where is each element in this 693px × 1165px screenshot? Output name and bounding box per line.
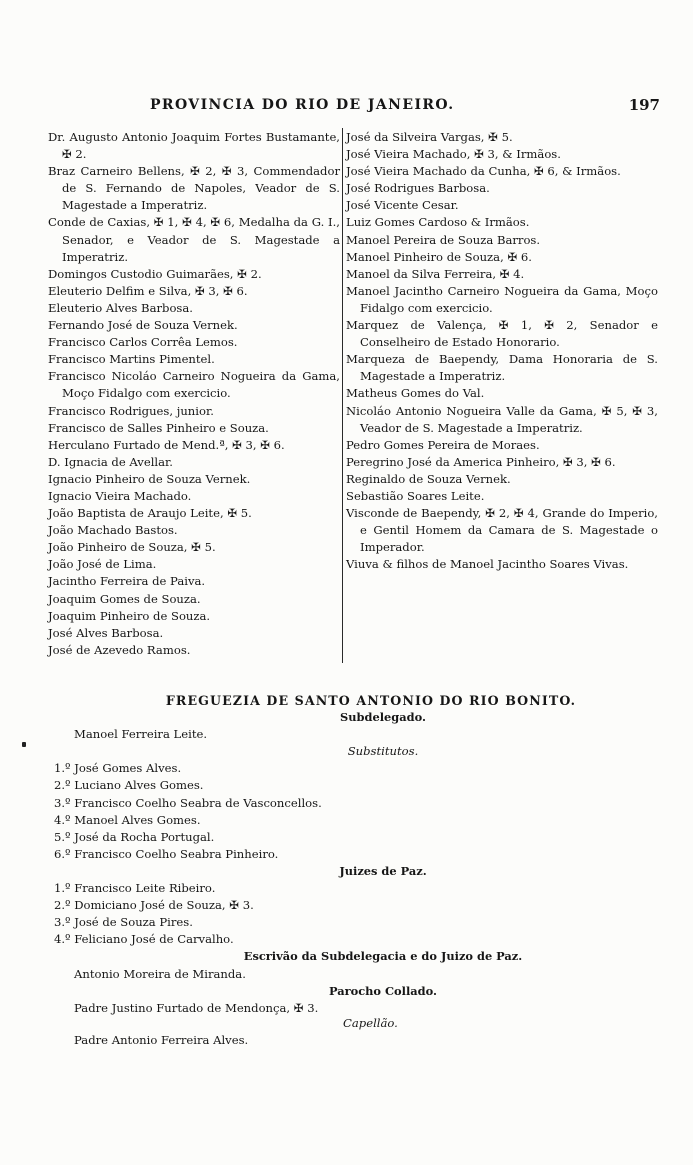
directory-entry: Eleuterio Alves Barbosa.: [48, 300, 193, 315]
margin-mark: [22, 742, 26, 747]
page-title: PROVINCIA DO RIO DE JANEIRO.: [150, 97, 455, 113]
directory-entry: José Rodrigues Barbosa.: [346, 181, 490, 196]
directory-entry: João Machado Bastos.: [48, 523, 178, 538]
directory-entry: José de Azevedo Ramos.: [48, 642, 191, 657]
section-title: FREGUEZIA DE SANTO ANTONIO DO RIO BONITO.: [165, 693, 577, 708]
subdelegado-heading: Subdelegado.: [340, 710, 426, 725]
directory-entry: Manoel Pereira de Souza Barros.: [346, 232, 541, 247]
juizes-list: [48, 880, 658, 948]
directory-entry: José Vieira Machado da Cunha, ✠ 6, & Irmãos.: [346, 164, 621, 179]
left-column-list: [48, 129, 340, 659]
directory-entry: Manoel da Silva Ferreira, ✠ 4.: [346, 266, 525, 281]
directory-entry: Francisco Nicoláo Carneiro Nogueira da Gama, Moço Fidalgo com exercicio.: [48, 369, 340, 401]
directory-entry: D. Ignacia de Avellar.: [48, 454, 173, 469]
parish-section: [48, 692, 658, 1049]
directory-entry: Conde de Caxias, ✠ 1, ✠ 4, ✠ 6, Medalha da G. I., Senador, e Veador de S. Magestade a Imperatriz.: [48, 215, 340, 264]
directory-entry: Peregrino José da America Pinheiro, ✠ 3, ✠ 6.: [346, 454, 616, 469]
escrivao-name: Antonio Moreira de Miranda.: [74, 966, 246, 981]
directory-entry: Domingos Custodio Guimarães, ✠ 2.: [48, 266, 262, 281]
directory-entry: Ignacio Vieira Machado.: [48, 488, 192, 503]
directory-entry: Manoel Pinheiro de Souza, ✠ 6.: [346, 249, 532, 264]
juiz-entry: 3.º José de Souza Pires.: [54, 915, 193, 930]
directory-entry: Jacintho Ferreira de Paiva.: [48, 574, 206, 589]
column-divider: [342, 128, 343, 663]
directory-entry: Fernando José de Souza Vernek.: [48, 318, 238, 333]
directory-entry: Joaquim Gomes de Souza.: [48, 591, 201, 606]
directory-entry: Braz Carneiro Bellens, ✠ 2, ✠ 3, Commendador de S. Fernando de Napoles, Veador de S. Magestade a Imperatriz.: [48, 164, 340, 213]
substitutos-list: [48, 760, 658, 863]
escrivao-heading: Escrivão da Subdelegacia e do Juizo de Paz.: [243, 949, 523, 964]
directory-entry: José Alves Barbosa.: [48, 625, 164, 640]
directory-entry: Herculano Furtado de Mend.ª, ✠ 3, ✠ 6.: [48, 437, 285, 452]
directory-entry: João Pinheiro de Souza, ✠ 5.: [48, 540, 216, 555]
directory-entry: Viuva & filhos de Manoel Jacintho Soares Vivas.: [346, 557, 629, 572]
juiz-entry: 1.º Francisco Leite Ribeiro.: [54, 881, 216, 896]
juiz-entry: 2.º Domiciano José de Souza, ✠ 3.: [54, 898, 254, 913]
substituto-entry: 3.º Francisco Coelho Seabra de Vasconcellos.: [54, 795, 322, 810]
substituto-entry: 1.º José Gomes Alves.: [54, 761, 182, 776]
directory-entry: Reginaldo de Souza Vernek.: [346, 471, 511, 486]
directory-entry: Eleuterio Delfim e Silva, ✠ 3, ✠ 6.: [48, 283, 248, 298]
substituto-entry: 5.º José da Rocha Portugal.: [54, 829, 215, 844]
directory-entry: Francisco Rodrigues, junior.: [48, 403, 214, 418]
directory-entry: Ignacio Pinheiro de Souza Vernek.: [48, 471, 251, 486]
directory-entry: Matheus Gomes do Val.: [346, 386, 485, 401]
capellao-heading: Capellão.: [343, 1015, 398, 1030]
page-number: 197: [628, 96, 660, 114]
parocho-name: Padre Justino Furtado de Mendonça, ✠ 3.: [74, 1000, 319, 1015]
directory-entry: Marquez de Valença, ✠ 1, ✠ 2, Senador e Conselheiro de Estado Honorario.: [346, 318, 658, 350]
substituto-entry: 6.º Francisco Coelho Seabra Pinheiro.: [54, 846, 279, 861]
directory-entry: Luiz Gomes Cardoso & Irmãos.: [346, 215, 530, 230]
right-column-list: [346, 129, 658, 573]
directory-entry: Francisco Martins Pimentel.: [48, 352, 215, 367]
directory-entry: José da Silveira Vargas, ✠ 5.: [346, 130, 513, 144]
directory-entry: João José de Lima.: [48, 557, 157, 572]
capellao-name: Padre Antonio Ferreira Alves.: [74, 1032, 249, 1047]
juizes-heading: Juizes de Paz.: [339, 863, 427, 878]
directory-entry: Pedro Gomes Pereira de Moraes.: [346, 437, 540, 452]
directory-entry: Sebastião Soares Leite.: [346, 488, 485, 503]
directory-entry: Dr. Augusto Antonio Joaquim Fortes Bustamante, ✠ 2.: [48, 130, 340, 162]
substituto-entry: 4.º Manoel Alves Gomes.: [54, 812, 201, 827]
subdelegado-name: Manoel Ferreira Leite.: [74, 727, 208, 742]
directory-entry: Joaquim Pinheiro de Souza.: [48, 608, 211, 623]
juiz-entry: 4.º Feliciano José de Carvalho.: [54, 932, 234, 947]
parocho-heading: Parocho Collado.: [328, 983, 438, 998]
directory-entry: Manoel Jacintho Carneiro Nogueira da Gama, Moço Fidalgo com exercicio.: [346, 283, 658, 315]
directory-entry: Francisco de Salles Pinheiro e Souza.: [48, 420, 269, 435]
directory-entry: Francisco Carlos Corrêa Lemos.: [48, 335, 238, 350]
page-header: [150, 97, 660, 119]
substitutos-heading: Substitutos.: [347, 744, 419, 759]
directory-entry: Visconde de Baependy, ✠ 2, ✠ 4, Grande do Imperio, e Gentil Homem da Camara de S. Magestade o Imperador.: [346, 506, 658, 555]
directory-entry: José Vieira Machado, ✠ 3, & Irmãos.: [346, 147, 561, 162]
directory-entry: José Vicente Cesar.: [346, 198, 459, 213]
directory-entry: Marqueza de Baependy, Dama Honoraria de S. Magestade a Imperatriz.: [346, 352, 658, 384]
directory-entry: Nicoláo Antonio Nogueira Valle da Gama, ✠ 5, ✠ 3, Veador de S. Magestade a Imperatriz.: [346, 403, 658, 435]
directory-entry: João Baptista de Araujo Leite, ✠ 5.: [48, 506, 252, 521]
substituto-entry: 2.º Luciano Alves Gomes.: [54, 778, 204, 793]
